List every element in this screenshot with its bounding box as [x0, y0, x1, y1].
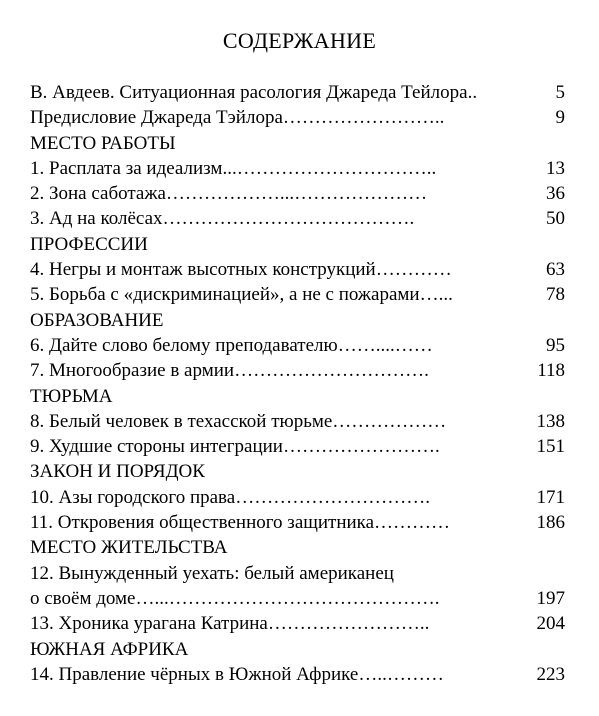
toc-entry-title: 11. Откровения общественного защитника…………	[30, 512, 451, 534]
toc-row	[30, 206, 565, 231]
toc-entry-page: 223	[536, 663, 565, 685]
toc-entry-title: 10. Азы городского права………………………….	[30, 486, 430, 508]
toc-entry-page: 197	[536, 587, 565, 609]
toc-entry-title: Предисловие Джареда Тэйлора……………………..	[30, 107, 445, 129]
section-title: МЕСТО ЖИТЕЛЬСТВА	[30, 537, 228, 559]
toc-entry-title: 1. Расплата за идеализм...…………………………..	[30, 157, 437, 179]
toc-section-heading	[30, 535, 565, 560]
toc-entry-title: 5. Борьба с «дискриминацией», а не с пожарами…...	[30, 284, 453, 306]
toc-entry-page: 5	[555, 82, 565, 103]
toc-section-heading	[30, 637, 565, 662]
toc-row	[30, 80, 565, 105]
toc-entry-page: 13	[546, 157, 565, 179]
section-title: ЗАКОН И ПОРЯДОК	[30, 461, 205, 483]
toc-section-heading	[30, 459, 565, 484]
toc-entry-title: 8. Белый человек в техасской тюрьме………………	[30, 410, 447, 432]
toc-row	[30, 156, 565, 181]
toc-entry-title: 7. Многообразие в армии………………………….	[30, 360, 429, 382]
toc-row	[30, 561, 565, 586]
toc-entry-title: 2. Зона саботажа………………...…………………	[30, 183, 428, 205]
toc-entry-page: 9	[555, 107, 565, 129]
toc-entry-page: 36	[546, 183, 565, 205]
toc-entry-title: В. Авдеев. Ситуационная расология Джареда Тейлора..	[30, 82, 478, 103]
toc-entry-page: 186	[536, 512, 565, 534]
toc-row	[30, 333, 565, 358]
toc-entry-page: 138	[536, 410, 565, 432]
toc-row	[30, 358, 565, 383]
toc-list	[30, 80, 565, 687]
toc-entry-title: 6. Дайте слово белому преподавателю……....……	[30, 334, 433, 356]
toc-row	[30, 409, 565, 434]
toc-row	[30, 282, 565, 307]
toc-entry-title: 14. Правление чёрных в Южной Африке…..………	[30, 663, 444, 685]
toc-entry-page: 151	[536, 436, 565, 458]
toc-row	[30, 257, 565, 282]
toc-entry-page: 204	[536, 613, 565, 635]
toc-entry-page: 171	[536, 486, 565, 508]
toc-section-heading	[30, 384, 565, 409]
toc-row	[30, 586, 565, 611]
toc-section-heading	[30, 308, 565, 333]
toc-row	[30, 181, 565, 206]
toc-entry-page: 78	[546, 284, 565, 306]
toc-entry-page: 63	[546, 259, 565, 281]
toc-section-heading	[30, 131, 565, 156]
section-title: ЮЖНАЯ АФРИКА	[30, 638, 189, 660]
toc-entry-title: 4. Негры и монтаж высотных конструкций…………	[30, 259, 452, 281]
section-title: ТЮРЬМА	[30, 385, 113, 407]
toc-entry-page: 95	[546, 334, 565, 356]
toc-entry-page: 118	[537, 360, 565, 382]
toc-row	[30, 434, 565, 459]
toc-row	[30, 510, 565, 535]
section-title: МЕСТО РАБОТЫ	[30, 132, 176, 154]
toc-entry-title: 9. Худшие стороны интеграции…………………….	[30, 436, 440, 458]
toc-row	[30, 662, 565, 687]
toc-row	[30, 485, 565, 510]
toc-entry-page: 50	[546, 208, 565, 230]
toc-entry-title: о своём доме…...…………………………………….	[30, 587, 440, 609]
toc-row	[30, 611, 565, 636]
section-title: ОБРАЗОВАНИЕ	[30, 309, 164, 331]
toc-section-heading	[30, 232, 565, 257]
section-title: ПРОФЕССИИ	[30, 233, 148, 255]
toc-entry-title: 13. Хроника урагана Катрина……………………..	[30, 613, 430, 635]
page-title: СОДЕРЖАНИЕ	[222, 28, 377, 53]
toc-row	[30, 105, 565, 130]
toc-entry-title: 12. Вынужденный уехать: белый американец	[30, 562, 394, 584]
toc-entry-title: 3. Ад на колёсах………………………………….	[30, 208, 415, 230]
